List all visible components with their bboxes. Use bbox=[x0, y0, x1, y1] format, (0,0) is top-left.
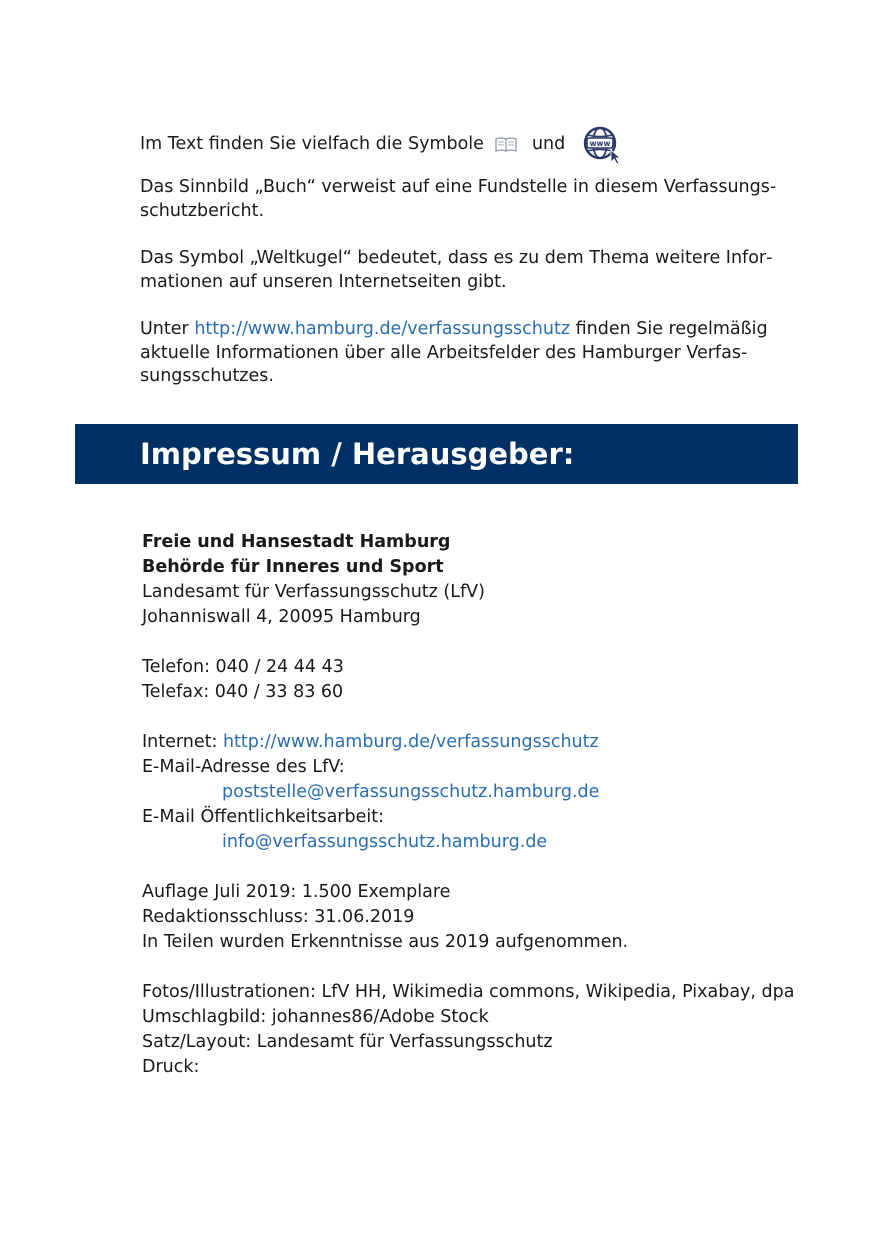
phone-number: Telefon: 040 / 24 44 43 bbox=[142, 657, 344, 677]
globe-symbol-description: Das Symbol „Weltkugel“ bedeutet, dass es zu dem Thema weitere Informationen auf unseren Internetseiten gibt. bbox=[140, 248, 773, 292]
email-lfv-link[interactable]: poststelle@verfassungsschutz.hamburg.de bbox=[222, 782, 600, 802]
address: Johanniswall 4, 20095 Hamburg bbox=[142, 607, 421, 627]
symbols-text: Im Text finden Sie vielfach die Symbole bbox=[140, 134, 484, 155]
editorial-deadline: Redaktionsschluss: 31.06.2019 bbox=[142, 907, 415, 927]
email-lfv-line bbox=[142, 780, 842, 805]
edition-info: Auflage Juli 2019: 1.500 Exemplare bbox=[142, 882, 451, 902]
website-link[interactable]: http://www.hamburg.de/verfassungsschutz bbox=[194, 319, 571, 339]
org-name: Freie und Hansestadt Hamburg bbox=[142, 532, 451, 552]
globe-icon-label: www bbox=[589, 139, 611, 149]
symbols-line bbox=[140, 128, 800, 162]
authority-name: Behörde für Inneres und Sport bbox=[142, 557, 444, 577]
email-pr-label: E-Mail Öffentlichkeitsarbeit: bbox=[142, 807, 385, 827]
office-name: Landesamt für Verfassungsschutz (LfV) bbox=[142, 582, 485, 602]
website-info-paragraph bbox=[140, 318, 800, 389]
web-suffix: finden Sie regelmäßig aktuelle Informationen über alle Arbeitsfelder des Hamburger Verfassungsschutzes. bbox=[140, 319, 768, 386]
photo-credits: Fotos/Illustrationen: LfV HH, Wikimedia commons, Wikipedia, Pixabay, dpa bbox=[142, 982, 795, 1002]
print-credit: Druck: bbox=[142, 1057, 200, 1077]
book-icon bbox=[494, 136, 518, 154]
email-pr-link[interactable]: info@verfassungsschutz.hamburg.de bbox=[222, 832, 548, 852]
symbols-and: und bbox=[531, 134, 566, 155]
intro-section bbox=[140, 128, 800, 413]
section-title: Impressum / Herausgeber: bbox=[140, 437, 575, 471]
email-pr-line bbox=[142, 830, 842, 855]
findings-note: In Teilen wurden Erkenntnisse aus 2019 aufgenommen. bbox=[142, 932, 629, 952]
email-lfv-label: E-Mail-Adresse des LfV: bbox=[142, 757, 345, 777]
book-symbol-description: Das Sinnbild „Buch“ verweist auf eine Fundstelle in diesem Verfassungsschutzbericht. bbox=[140, 177, 777, 221]
internet-label: Internet: bbox=[142, 732, 218, 752]
globe-www-icon bbox=[581, 126, 627, 164]
cover-credit: Umschlagbild: johannes86/Adobe Stock bbox=[142, 1007, 489, 1027]
imprint-block bbox=[142, 530, 842, 1080]
fax-number: Telefax: 040 / 33 83 60 bbox=[142, 682, 344, 702]
internet-link[interactable]: http://www.hamburg.de/verfassungsschutz bbox=[222, 732, 599, 752]
section-banner bbox=[75, 424, 798, 484]
layout-credit: Satz/Layout: Landesamt für Verfassungsschutz bbox=[142, 1032, 553, 1052]
web-prefix: Unter bbox=[140, 319, 189, 339]
internet-line bbox=[142, 730, 842, 755]
